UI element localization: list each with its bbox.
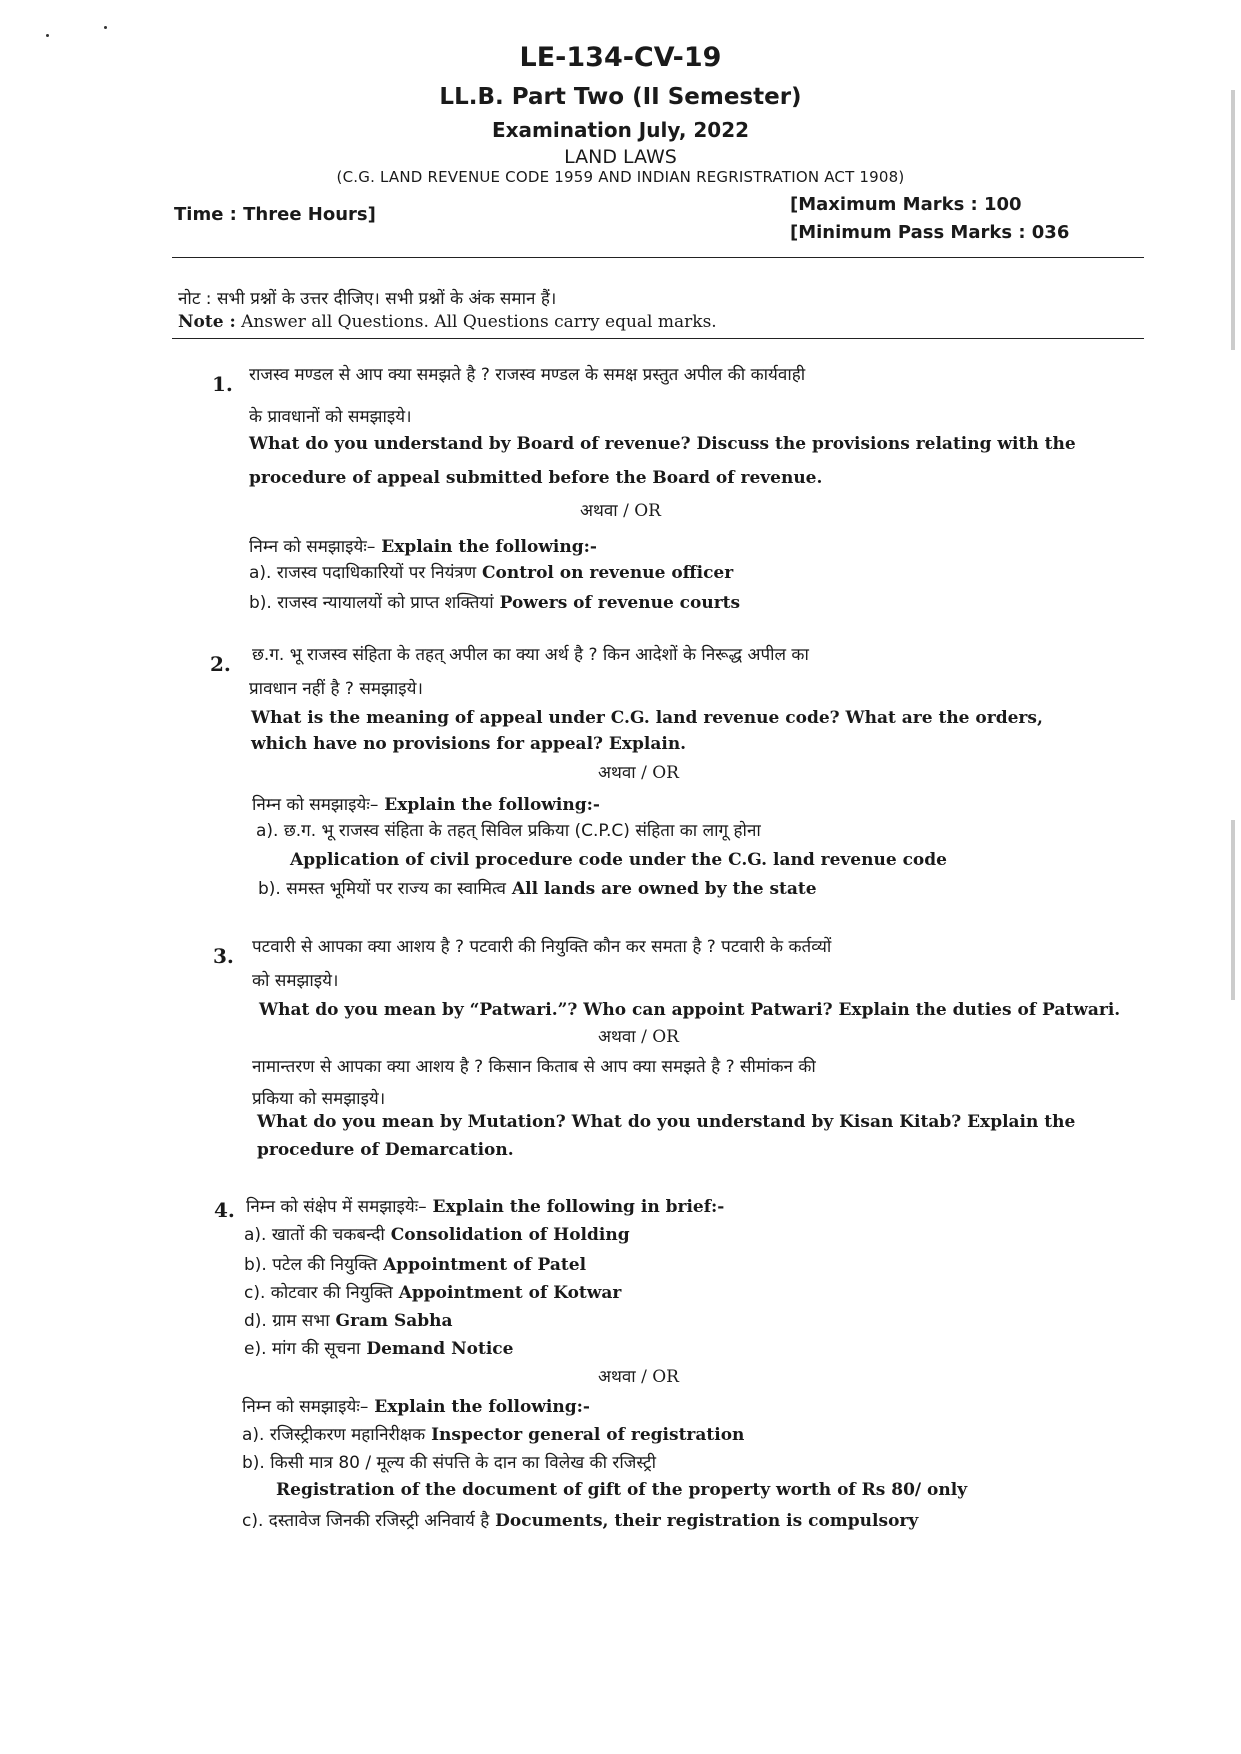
question-4-alt-item-a (242, 1422, 744, 1445)
scan-edge-mark (1231, 820, 1235, 1000)
or-separator: अथवा / OR (598, 1367, 679, 1387)
question-1-alt-item-b-hindi: b). राजस्व न्यायालयों को प्राप्त शक्तियां (249, 593, 494, 613)
question-1-alt-intro-hindi: निम्न को समझाइयेः– (249, 537, 376, 557)
or-separator: अथवा / OR (598, 1027, 679, 1047)
scan-speck (104, 26, 107, 29)
question-1-hindi-line-2: के प्रावधानों को समझाइये। (249, 407, 412, 427)
maximum-marks: [Maximum Marks : 100 (790, 194, 1022, 215)
question-4-item-d (244, 1308, 453, 1331)
question-2-english-line-2: which have no provisions for appeal? Explain. (251, 734, 687, 754)
question-4-intro (246, 1194, 724, 1217)
question-4-item-b (244, 1252, 586, 1275)
time-allowed: Time : Three Hours] (174, 204, 376, 225)
question-4-item-a-hindi: a). खातों की चकबन्दी (244, 1225, 385, 1245)
question-1-english-line-1: What do you understand by Board of revenue? Discuss the provisions relating with the (249, 434, 1076, 454)
question-4-item-e-hindi: e). मांग की सूचना (244, 1339, 361, 1359)
question-3-hindi-line-2: को समझाइये। (252, 971, 339, 991)
course-title: LL.B. Part Two (II Semester) (439, 84, 802, 110)
or-separator: अथवा / OR (598, 763, 679, 783)
question-4-alt-item-c-hindi: c). दस्तावेज जिनकी रजिस्ट्री अनिवार्य है (242, 1511, 490, 1531)
question-1-number: 1. (212, 372, 233, 396)
paper-code: LE-134-CV-19 (519, 42, 722, 73)
question-4-intro-english: Explain the following in brief:- (426, 1197, 725, 1217)
question-4-alt-intro (242, 1394, 590, 1417)
question-3-alt-hindi-line-2: प्रकिया को समझाइये। (252, 1089, 386, 1109)
note-hindi (178, 286, 556, 309)
question-4-alt-intro-english: Explain the following:- (368, 1397, 590, 1417)
question-2-alt-item-a-english: Application of civil procedure code under the C.G. land revenue code (290, 850, 947, 870)
question-2-alt-intro (252, 792, 600, 815)
question-2-alt-intro-hindi: निम्न को समझाइयेः– (252, 795, 379, 815)
question-4-alt-item-a-english: Inspector general of registration (425, 1425, 745, 1445)
question-2-number: 2. (210, 652, 231, 676)
question-1-alt-item-a-english: Control on revenue officer (476, 563, 734, 583)
question-1-alt-intro (249, 534, 597, 557)
exam-session: Examination July, 2022 (491, 118, 750, 142)
question-4-item-d-english: Gram Sabha (329, 1311, 453, 1331)
scan-speck (46, 34, 49, 37)
question-3-number: 3. (213, 944, 234, 968)
question-4-number: 4. (214, 1198, 235, 1222)
question-4-item-b-hindi: b). पटेल की नियुक्ति (244, 1255, 378, 1275)
note-divider (172, 338, 1144, 339)
question-4-alt-item-b-english: Registration of the document of gift of the property worth of Rs 80/ only (276, 1480, 968, 1500)
note-english-text: Answer all Questions. All Questions carry equal marks. (235, 312, 717, 332)
question-4-item-e (244, 1336, 513, 1359)
question-2-alt-intro-english: Explain the following:- (378, 795, 600, 815)
question-3-hindi-line-1: पटवारी से आपका क्या आशय है ? पटवारी की नियुक्ति कौन कर समता है ? पटवारी के कर्तव्यों (252, 937, 832, 957)
question-3-alt-english-line-1: What do you mean by Mutation? What do you understand by Kisan Kitab? Explain the (257, 1112, 1076, 1132)
question-2-alt-item-b-english: All lands are owned by the state (506, 879, 817, 899)
question-4-alt-item-c-english: Documents, their registration is compulsory (489, 1511, 919, 1531)
question-2-hindi-line-2: प्रावधान नहीं है ? समझाइये। (249, 679, 423, 699)
question-4-item-b-english: Appointment of Patel (377, 1255, 587, 1275)
subject-title: LAND LAWS (564, 146, 677, 168)
or-separator: अथवा / OR (580, 501, 661, 521)
question-4-alt-item-c (242, 1508, 918, 1531)
question-1-hindi-line-1: राजस्व मण्डल से आप क्या समझते है ? राजस्व मण्डल के समक्ष प्रस्तुत अपील की कार्यवाही (249, 365, 806, 385)
question-4-item-a (244, 1222, 630, 1245)
question-4-item-e-english: Demand Notice (360, 1339, 514, 1359)
question-4-alt-intro-hindi: निम्न को समझाइयेः– (242, 1397, 369, 1417)
note-english-label: Note : (178, 312, 236, 332)
question-1-alt-item-b (249, 590, 740, 613)
question-2-english-line-1: What is the meaning of appeal under C.G. land revenue code? What are the orders, (251, 708, 1043, 728)
question-2-alt-item-b-hindi: b). समस्त भूमियों पर राज्य का स्वामित्व (258, 879, 506, 899)
question-4-item-d-hindi: d). ग्राम सभा (244, 1311, 330, 1331)
header-divider (172, 257, 1144, 258)
acts-covered: (C.G. LAND REVENUE CODE 1959 AND INDIAN REGRISTRATION ACT 1908) (336, 168, 905, 186)
question-2-alt-item-b (258, 876, 817, 899)
question-4-intro-hindi: निम्न को संक्षेप में समझाइयेः– (246, 1197, 427, 1217)
question-1-alt-intro-english: Explain the following:- (375, 537, 597, 557)
question-3-alt-english-line-2: procedure of Demarcation. (257, 1140, 514, 1160)
question-4-item-c-hindi: c). कोटवार की नियुक्ति (244, 1283, 393, 1303)
question-3-english-line-1: What do you mean by “Patwari.”? Who can appoint Patwari? Explain the duties of Patwari. (259, 1000, 1121, 1020)
question-2-hindi-line-1: छ.ग. भू राजस्व संहिता के तहत् अपील का क्या अर्थ है ? किन आदेशों के निरूद्ध अपील का (252, 645, 809, 665)
question-3-alt-hindi-line-1: नामान्तरण से आपका क्या आशय है ? किसान किताब से आप क्या समझते है ? सीमांकन की (252, 1057, 816, 1077)
question-4-item-c (244, 1280, 621, 1303)
note-hindi-text: : सभी प्रश्नों के उत्तर दीजिए। सभी प्रश्नों के अंक समान हैं। (200, 289, 557, 309)
question-4-item-a-english: Consolidation of Holding (384, 1225, 630, 1245)
question-2-alt-item-a-hindi: a). छ.ग. भू राजस्व संहिता के तहत् सिविल प्रकिया (C.P.C) संहिता का लागू होना (256, 821, 761, 841)
minimum-pass-marks: [Minimum Pass Marks : 036 (790, 222, 1070, 243)
question-1-english-line-2: procedure of appeal submitted before the Board of revenue. (249, 468, 823, 488)
question-1-alt-item-a-hindi: a). राजस्व पदाधिकारियों पर नियंत्रण (249, 563, 477, 583)
question-4-item-c-english: Appointment of Kotwar (392, 1283, 622, 1303)
note-hindi-label: नोट (178, 289, 201, 309)
note-english (178, 312, 717, 332)
question-1-alt-item-b-english: Powers of revenue courts (493, 593, 741, 613)
question-4-alt-item-a-hindi: a). रजिस्ट्रीकरण महानिरीक्षक (242, 1425, 426, 1445)
question-4-alt-item-b-hindi: b). किसी मात्र 80 / मूल्य की संपत्ति के दान का विलेख की रजिस्ट्री (242, 1453, 656, 1473)
question-1-alt-item-a (249, 560, 733, 583)
